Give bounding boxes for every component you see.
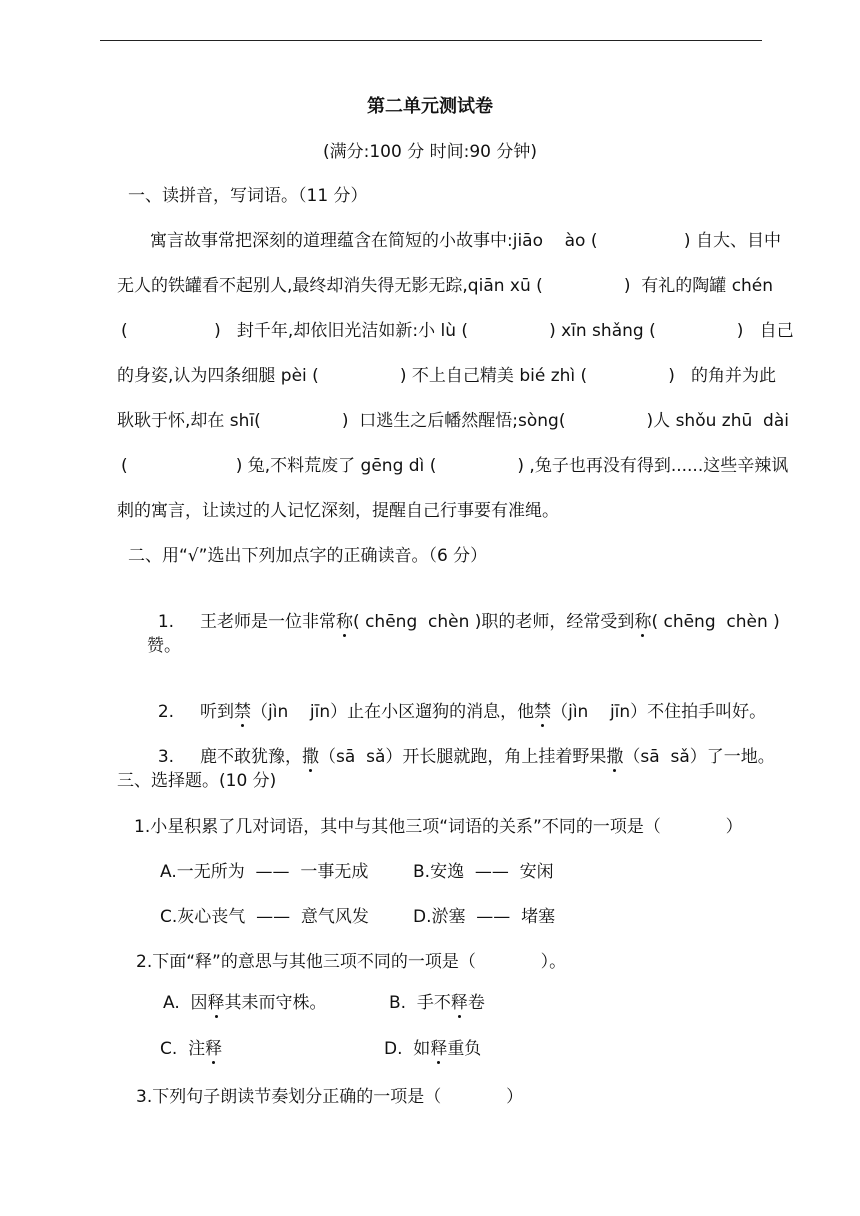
section1-heading: 一、读拼音，写词语。（11 分） [128, 186, 368, 206]
dotted-character: 释 [450, 993, 468, 1013]
section1-line: 寓言故事常把深刻的道理蕴含在简短的小故事中:jiāo ào ( ) 自大、目中 [150, 231, 781, 251]
header-rule [100, 40, 762, 41]
question-3-3-stem: 3.下列句子朗读节奏划分正确的一项是（ ） [136, 1087, 524, 1107]
option-text: 其耒而守株。 [224, 993, 327, 1013]
dotted-character: 释 [207, 993, 225, 1013]
exam-info: (满分:100 分 时间:90 分钟) [322, 142, 537, 162]
option-d: D.淤塞 —— 堵塞 [413, 907, 556, 927]
option-label: D. 如 [384, 1039, 431, 1059]
section1-line: ( ) 兔,不料荒废了 gēng dì ( ) ,兔子也再没有得到......这些辛辣讽 [121, 456, 789, 476]
section1-line: ( ) 封千年,却依旧光洁如新:小 lù ( ) xīn shǎng ( ) 自己 [121, 321, 794, 341]
section1-line: 无人的铁罐看不起别人,最终却消失得无影无踪,qiān xū ( ) 有礼的陶罐 chén [117, 276, 774, 296]
dotted-character: 撒 [606, 747, 624, 767]
dotted-character: 称 [336, 612, 354, 632]
section1-line: 刺的寓言，让读过的人记忆深刻，提醒自己行事要有准绳。 [117, 501, 559, 521]
question-3-1-stem: 1.小星积累了几对词语，其中与其他三项“词语的关系”不同的一项是（ ） [134, 817, 743, 837]
page-title: 第二单元测试卷 [367, 96, 493, 117]
question-2-1 [147, 586, 780, 634]
question-2-2 [147, 676, 766, 724]
question-2-3 [147, 721, 775, 769]
dotted-character: 释 [430, 1039, 448, 1059]
question-2-1-continued: 赞。 [147, 636, 181, 656]
pinyin-options: ( chēng chèn )职的老师，经常受到 [353, 612, 635, 632]
dotted-character: 释 [205, 1039, 223, 1059]
pinyin-options: ( chēng chèn ) [651, 612, 780, 632]
section3-heading: 三、选择题。(10 分) [117, 771, 277, 791]
section2-heading: 二、用“√”选出下列加点字的正确读音。（6 分） [128, 546, 488, 566]
dotted-character: 称 [634, 612, 652, 632]
question-number: 1. [157, 612, 175, 632]
question-text: 听到 [200, 702, 235, 722]
option-c [160, 1037, 222, 1061]
option-a [163, 991, 327, 1015]
option-text: 卷 [467, 993, 485, 1013]
option-d [384, 1037, 481, 1061]
question-3-2-stem: 2.下面“释”的意思与其他三项不同的一项是（ ）。 [136, 952, 567, 972]
dotted-character: 禁 [234, 702, 252, 722]
option-label: B. 手不 [389, 993, 451, 1013]
option-a: A.一无所为 —— 一事无成 [160, 862, 369, 882]
section1-line: 耿耿于怀,却在 shī( ) 口逃生之后幡然醒悟;sòng( )人 shǒu zhū dài [117, 411, 789, 431]
pinyin-options: （sā sǎ）开长腿就跑，角上挂着野果 [319, 747, 607, 767]
pinyin-options: （jìn jīn）不住拍手叫好。 [551, 702, 767, 722]
dotted-character: 禁 [534, 702, 552, 722]
option-label: A. 因 [163, 993, 208, 1013]
option-c: C.灰心丧气 —— 意气风发 [160, 907, 369, 927]
option-b: B.安逸 —— 安闲 [413, 862, 554, 882]
option-b [389, 991, 485, 1015]
question-text: 王老师是一位非常 [200, 612, 337, 632]
option-label: C. 注 [160, 1039, 206, 1059]
question-text: 鹿不敢犹豫， [200, 747, 303, 767]
section1-line: 的身姿,认为四条细腿 pèi ( ) 不上自己精美 bié zhì ( ) 的角并为此 [117, 366, 777, 386]
option-text: 重负 [447, 1039, 482, 1059]
question-number: 2. [157, 702, 175, 722]
pinyin-options: （jìn jīn）止在小区遛狗的消息，他 [251, 702, 535, 722]
question-number: 3. [157, 747, 175, 767]
dotted-character: 撒 [302, 747, 320, 767]
pinyin-options: （sā sǎ）了一地。 [623, 747, 775, 767]
